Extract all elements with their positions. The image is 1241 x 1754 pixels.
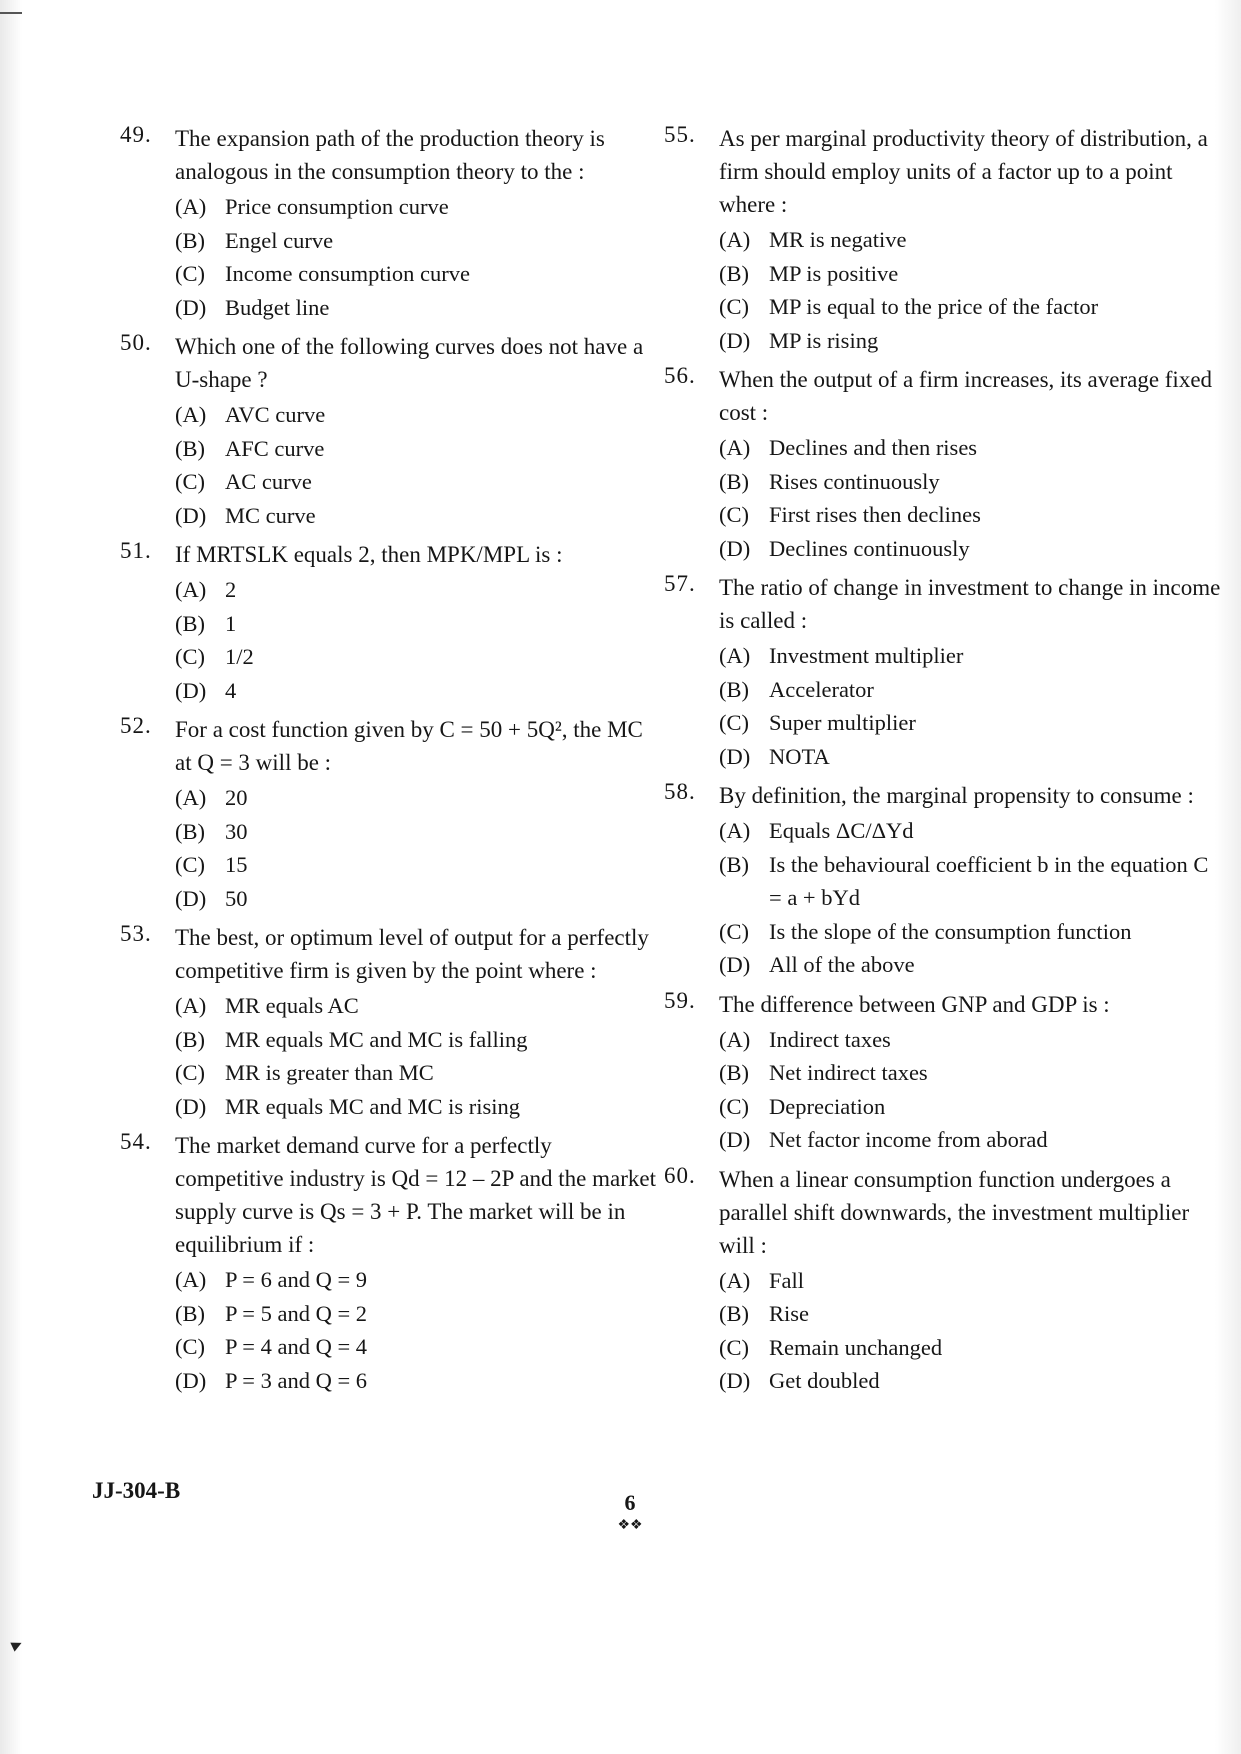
option bbox=[719, 1331, 1224, 1365]
question-54 bbox=[120, 1129, 660, 1397]
option bbox=[719, 740, 1224, 774]
option-text: 2 bbox=[225, 577, 237, 602]
option bbox=[175, 190, 660, 224]
option-text: Super multiplier bbox=[769, 710, 916, 735]
paper-code: JJ-304-B bbox=[92, 1478, 181, 1503]
option-text: 30 bbox=[225, 818, 248, 844]
option-text: Declines and then rises bbox=[769, 435, 978, 460]
option-label: (A) bbox=[175, 402, 207, 427]
option bbox=[175, 224, 660, 258]
option bbox=[719, 639, 1224, 673]
options-list bbox=[175, 398, 660, 532]
option-label: (B) bbox=[719, 676, 749, 702]
option-label: (D) bbox=[175, 502, 207, 528]
option bbox=[175, 815, 660, 849]
option bbox=[175, 432, 660, 466]
option-label: (D) bbox=[175, 885, 207, 911]
question-51 bbox=[120, 538, 660, 707]
option-text: P = 5 and Q = 2 bbox=[225, 1300, 368, 1326]
options-list bbox=[175, 781, 660, 915]
option-text: AFC curve bbox=[225, 435, 325, 461]
option-label: (A) bbox=[175, 194, 207, 219]
options-list bbox=[719, 431, 1224, 565]
option-text: Engel curve bbox=[225, 227, 334, 253]
option-label: (D) bbox=[719, 1368, 751, 1393]
question-text: The market demand curve for a perfectly competitive industry is Qd = 12 – 2P and the market supply curve is Qs = 3 + P. The market will be in equilibrium if : bbox=[175, 1133, 656, 1257]
ornament-icon: ❖❖ bbox=[617, 1518, 643, 1533]
options-list bbox=[175, 989, 660, 1123]
options-list bbox=[719, 1023, 1224, 1157]
option-text: Price consumption curve bbox=[225, 194, 449, 219]
question-text: By definition, the marginal propensity to consume : bbox=[719, 783, 1194, 808]
option bbox=[175, 848, 660, 882]
option-label: (D) bbox=[175, 1093, 207, 1119]
question-number: 49. bbox=[120, 122, 152, 147]
question-55 bbox=[664, 122, 1224, 357]
question-number: 56. bbox=[664, 363, 696, 388]
left-column bbox=[120, 122, 660, 1403]
question-number: 58. bbox=[664, 779, 696, 804]
option-text: Rises continuously bbox=[769, 468, 940, 494]
option bbox=[719, 1123, 1224, 1157]
option bbox=[719, 948, 1224, 982]
option-text: AC curve bbox=[225, 469, 312, 494]
option bbox=[719, 814, 1224, 848]
option-text: MR equals MC and MC is falling bbox=[225, 1026, 528, 1052]
option-label: (A) bbox=[719, 643, 751, 668]
option-label: (A) bbox=[719, 1267, 751, 1293]
option-text: MP is equal to the price of the factor bbox=[769, 294, 1099, 319]
option bbox=[175, 1297, 660, 1331]
option bbox=[719, 498, 1224, 532]
option bbox=[175, 1364, 660, 1398]
option-text: Depreciation bbox=[769, 1093, 886, 1119]
page-number: 6 bbox=[624, 1490, 636, 1515]
question-number: 54. bbox=[120, 1129, 152, 1154]
option bbox=[175, 1263, 660, 1297]
option bbox=[175, 674, 660, 708]
option-text: Declines continuously bbox=[769, 535, 970, 561]
option bbox=[719, 431, 1224, 465]
option bbox=[175, 257, 660, 291]
option bbox=[175, 882, 660, 916]
option bbox=[719, 1297, 1224, 1331]
option-text: Income consumption curve bbox=[225, 261, 470, 286]
question-58 bbox=[664, 779, 1224, 982]
option-label: (C) bbox=[719, 502, 749, 527]
option bbox=[719, 1056, 1224, 1090]
question-text: The ratio of change in investment to change in income is called : bbox=[719, 575, 1221, 633]
options-list bbox=[175, 573, 660, 707]
option bbox=[719, 1090, 1224, 1124]
option-label: (D) bbox=[719, 327, 751, 353]
option-label: (C) bbox=[719, 710, 749, 735]
option-text: Net indirect taxes bbox=[769, 1060, 928, 1085]
option bbox=[175, 781, 660, 815]
option-label: (C) bbox=[175, 261, 205, 286]
option-label: (D) bbox=[719, 1127, 751, 1152]
option bbox=[175, 573, 660, 607]
question-57 bbox=[664, 571, 1224, 773]
option bbox=[175, 465, 660, 499]
option-label: (D) bbox=[175, 294, 207, 320]
option bbox=[719, 290, 1224, 324]
option-text: 50 bbox=[225, 885, 248, 911]
option-label: (B) bbox=[175, 610, 205, 636]
option-label: (C) bbox=[175, 1334, 205, 1359]
option-text: Indirect taxes bbox=[769, 1026, 891, 1052]
option bbox=[719, 532, 1224, 566]
question-text: If MRTSLK equals 2, then MPK/MPL is : bbox=[175, 542, 563, 567]
question-52 bbox=[120, 713, 660, 915]
option-label: (A) bbox=[175, 785, 207, 810]
question-number: 53. bbox=[120, 921, 152, 946]
option-label: (B) bbox=[175, 227, 205, 253]
scan-edge-line bbox=[0, 12, 22, 14]
question-text: The difference between GNP and GDP is : bbox=[719, 991, 1110, 1017]
option-text: 20 bbox=[225, 785, 248, 810]
option-text: AVC curve bbox=[225, 402, 326, 427]
option bbox=[719, 465, 1224, 499]
option bbox=[175, 1090, 660, 1124]
question-number: 55. bbox=[664, 122, 696, 147]
question-50 bbox=[120, 330, 660, 532]
question-text: The expansion path of the production theory is analogous in the consumption theory to the : bbox=[175, 126, 605, 184]
option bbox=[175, 1023, 660, 1057]
question-53 bbox=[120, 921, 660, 1123]
option-text: 4 bbox=[225, 677, 237, 703]
option-text: Investment multiplier bbox=[769, 643, 964, 668]
option bbox=[719, 673, 1224, 707]
option-label: (B) bbox=[719, 1301, 749, 1326]
question-56 bbox=[664, 363, 1224, 565]
option-text: Get doubled bbox=[769, 1368, 880, 1393]
option-text: Is the behavioural coefficient b in the equation C = a + bYd bbox=[769, 851, 1209, 910]
option bbox=[719, 915, 1224, 949]
option bbox=[719, 1023, 1224, 1057]
option-label: (B) bbox=[719, 260, 749, 286]
question-text: When the output of a firm increases, its average fixed cost : bbox=[719, 367, 1213, 425]
right-column bbox=[664, 122, 1224, 1404]
option-label: (B) bbox=[175, 818, 205, 844]
option bbox=[175, 291, 660, 325]
option-label: (A) bbox=[175, 577, 207, 602]
option-text: All of the above bbox=[769, 952, 915, 977]
option-label: (B) bbox=[175, 1026, 205, 1052]
option-text: Accelerator bbox=[769, 676, 874, 702]
option-text: First rises then declines bbox=[769, 502, 981, 527]
option bbox=[175, 1056, 660, 1090]
option-label: (C) bbox=[175, 469, 205, 494]
question-59 bbox=[664, 988, 1224, 1157]
options-list bbox=[719, 639, 1224, 773]
question-text: For a cost function given by C = 50 + 5Q², the MC at Q = 3 will be : bbox=[175, 717, 643, 775]
question-text: When a linear consumption function undergoes a parallel shift downwards, the investment multiplier will : bbox=[719, 1166, 1190, 1258]
option-text: P = 6 and Q = 9 bbox=[225, 1267, 368, 1292]
question-text: As per marginal productivity theory of distribution, a firm should employ units of a factor up to a point where : bbox=[719, 126, 1208, 217]
option-text: Equals ΔC/ΔYd bbox=[769, 818, 914, 843]
option-text: Net factor income from aborad bbox=[769, 1127, 1048, 1152]
option-text: Fall bbox=[769, 1267, 805, 1293]
question-number: 52. bbox=[120, 713, 152, 738]
option bbox=[175, 989, 660, 1023]
option-label: (D) bbox=[719, 952, 751, 977]
option bbox=[719, 1364, 1224, 1398]
option-label: (B) bbox=[175, 1300, 205, 1326]
option-text: Is the slope of the consumption function bbox=[769, 918, 1132, 944]
option-label: (A) bbox=[719, 1026, 751, 1052]
option-text: MR is negative bbox=[769, 227, 907, 252]
options-list bbox=[719, 223, 1224, 357]
option-label: (D) bbox=[175, 677, 207, 703]
option-text: MP is positive bbox=[769, 260, 899, 286]
option-text: 1 bbox=[225, 610, 237, 636]
option-label: (C) bbox=[175, 1060, 205, 1085]
question-49 bbox=[120, 122, 660, 324]
option-text: MR is greater than MC bbox=[225, 1060, 434, 1085]
option-label: (B) bbox=[719, 1060, 749, 1085]
option bbox=[719, 706, 1224, 740]
option-text: Remain unchanged bbox=[769, 1334, 943, 1360]
option-label: (D) bbox=[719, 743, 751, 769]
option bbox=[175, 607, 660, 641]
option bbox=[175, 398, 660, 432]
option-label: (C) bbox=[719, 294, 749, 319]
option bbox=[719, 257, 1224, 291]
option-label: (C) bbox=[719, 1093, 749, 1119]
option-text: Rise bbox=[769, 1301, 810, 1326]
option-label: (A) bbox=[175, 993, 207, 1018]
option bbox=[719, 223, 1224, 257]
option-text: MR equals AC bbox=[225, 993, 359, 1018]
option-text: NOTA bbox=[769, 743, 830, 769]
question-60 bbox=[664, 1163, 1224, 1398]
option-label: (A) bbox=[719, 435, 751, 460]
option-label: (B) bbox=[719, 468, 749, 494]
option-text: 15 bbox=[225, 852, 248, 877]
option-label: (C) bbox=[175, 644, 205, 669]
options-list bbox=[175, 190, 660, 324]
option-label: (C) bbox=[719, 918, 749, 944]
option-text: MR equals MC and MC is rising bbox=[225, 1093, 521, 1119]
option-label: (D) bbox=[175, 1367, 207, 1393]
question-number: 59. bbox=[664, 987, 696, 1013]
question-text: The best, or optimum level of output for a perfectly competitive firm is given by the point where : bbox=[175, 925, 649, 983]
options-list bbox=[175, 1263, 660, 1397]
option bbox=[175, 1330, 660, 1364]
option-text: MP is rising bbox=[769, 327, 879, 353]
option-label: (C) bbox=[175, 852, 205, 877]
options-list bbox=[719, 1264, 1224, 1398]
option-label: (B) bbox=[175, 435, 205, 461]
option-text: Budget line bbox=[225, 294, 330, 320]
question-number: 50. bbox=[120, 330, 152, 355]
option-label: (A) bbox=[175, 1267, 207, 1292]
options-list bbox=[719, 814, 1224, 982]
option bbox=[719, 324, 1224, 358]
option bbox=[719, 848, 1224, 915]
option-text: P = 4 and Q = 4 bbox=[225, 1334, 368, 1359]
option-label: (A) bbox=[719, 818, 751, 843]
question-text: Which one of the following curves does not have a U-shape ? bbox=[175, 334, 644, 392]
option-label: (A) bbox=[719, 227, 751, 252]
option bbox=[719, 1264, 1224, 1298]
question-number: 60. bbox=[664, 1162, 696, 1188]
question-number: 57. bbox=[664, 571, 696, 596]
question-number: 51. bbox=[120, 538, 152, 563]
option-text: MC curve bbox=[225, 502, 316, 528]
option-text: 1/2 bbox=[225, 644, 254, 669]
option-label: (C) bbox=[719, 1334, 749, 1360]
option-text: P = 3 and Q = 6 bbox=[225, 1367, 368, 1393]
option-label: (B) bbox=[719, 851, 749, 877]
option bbox=[175, 640, 660, 674]
option-label: (D) bbox=[719, 535, 751, 561]
option bbox=[175, 499, 660, 533]
